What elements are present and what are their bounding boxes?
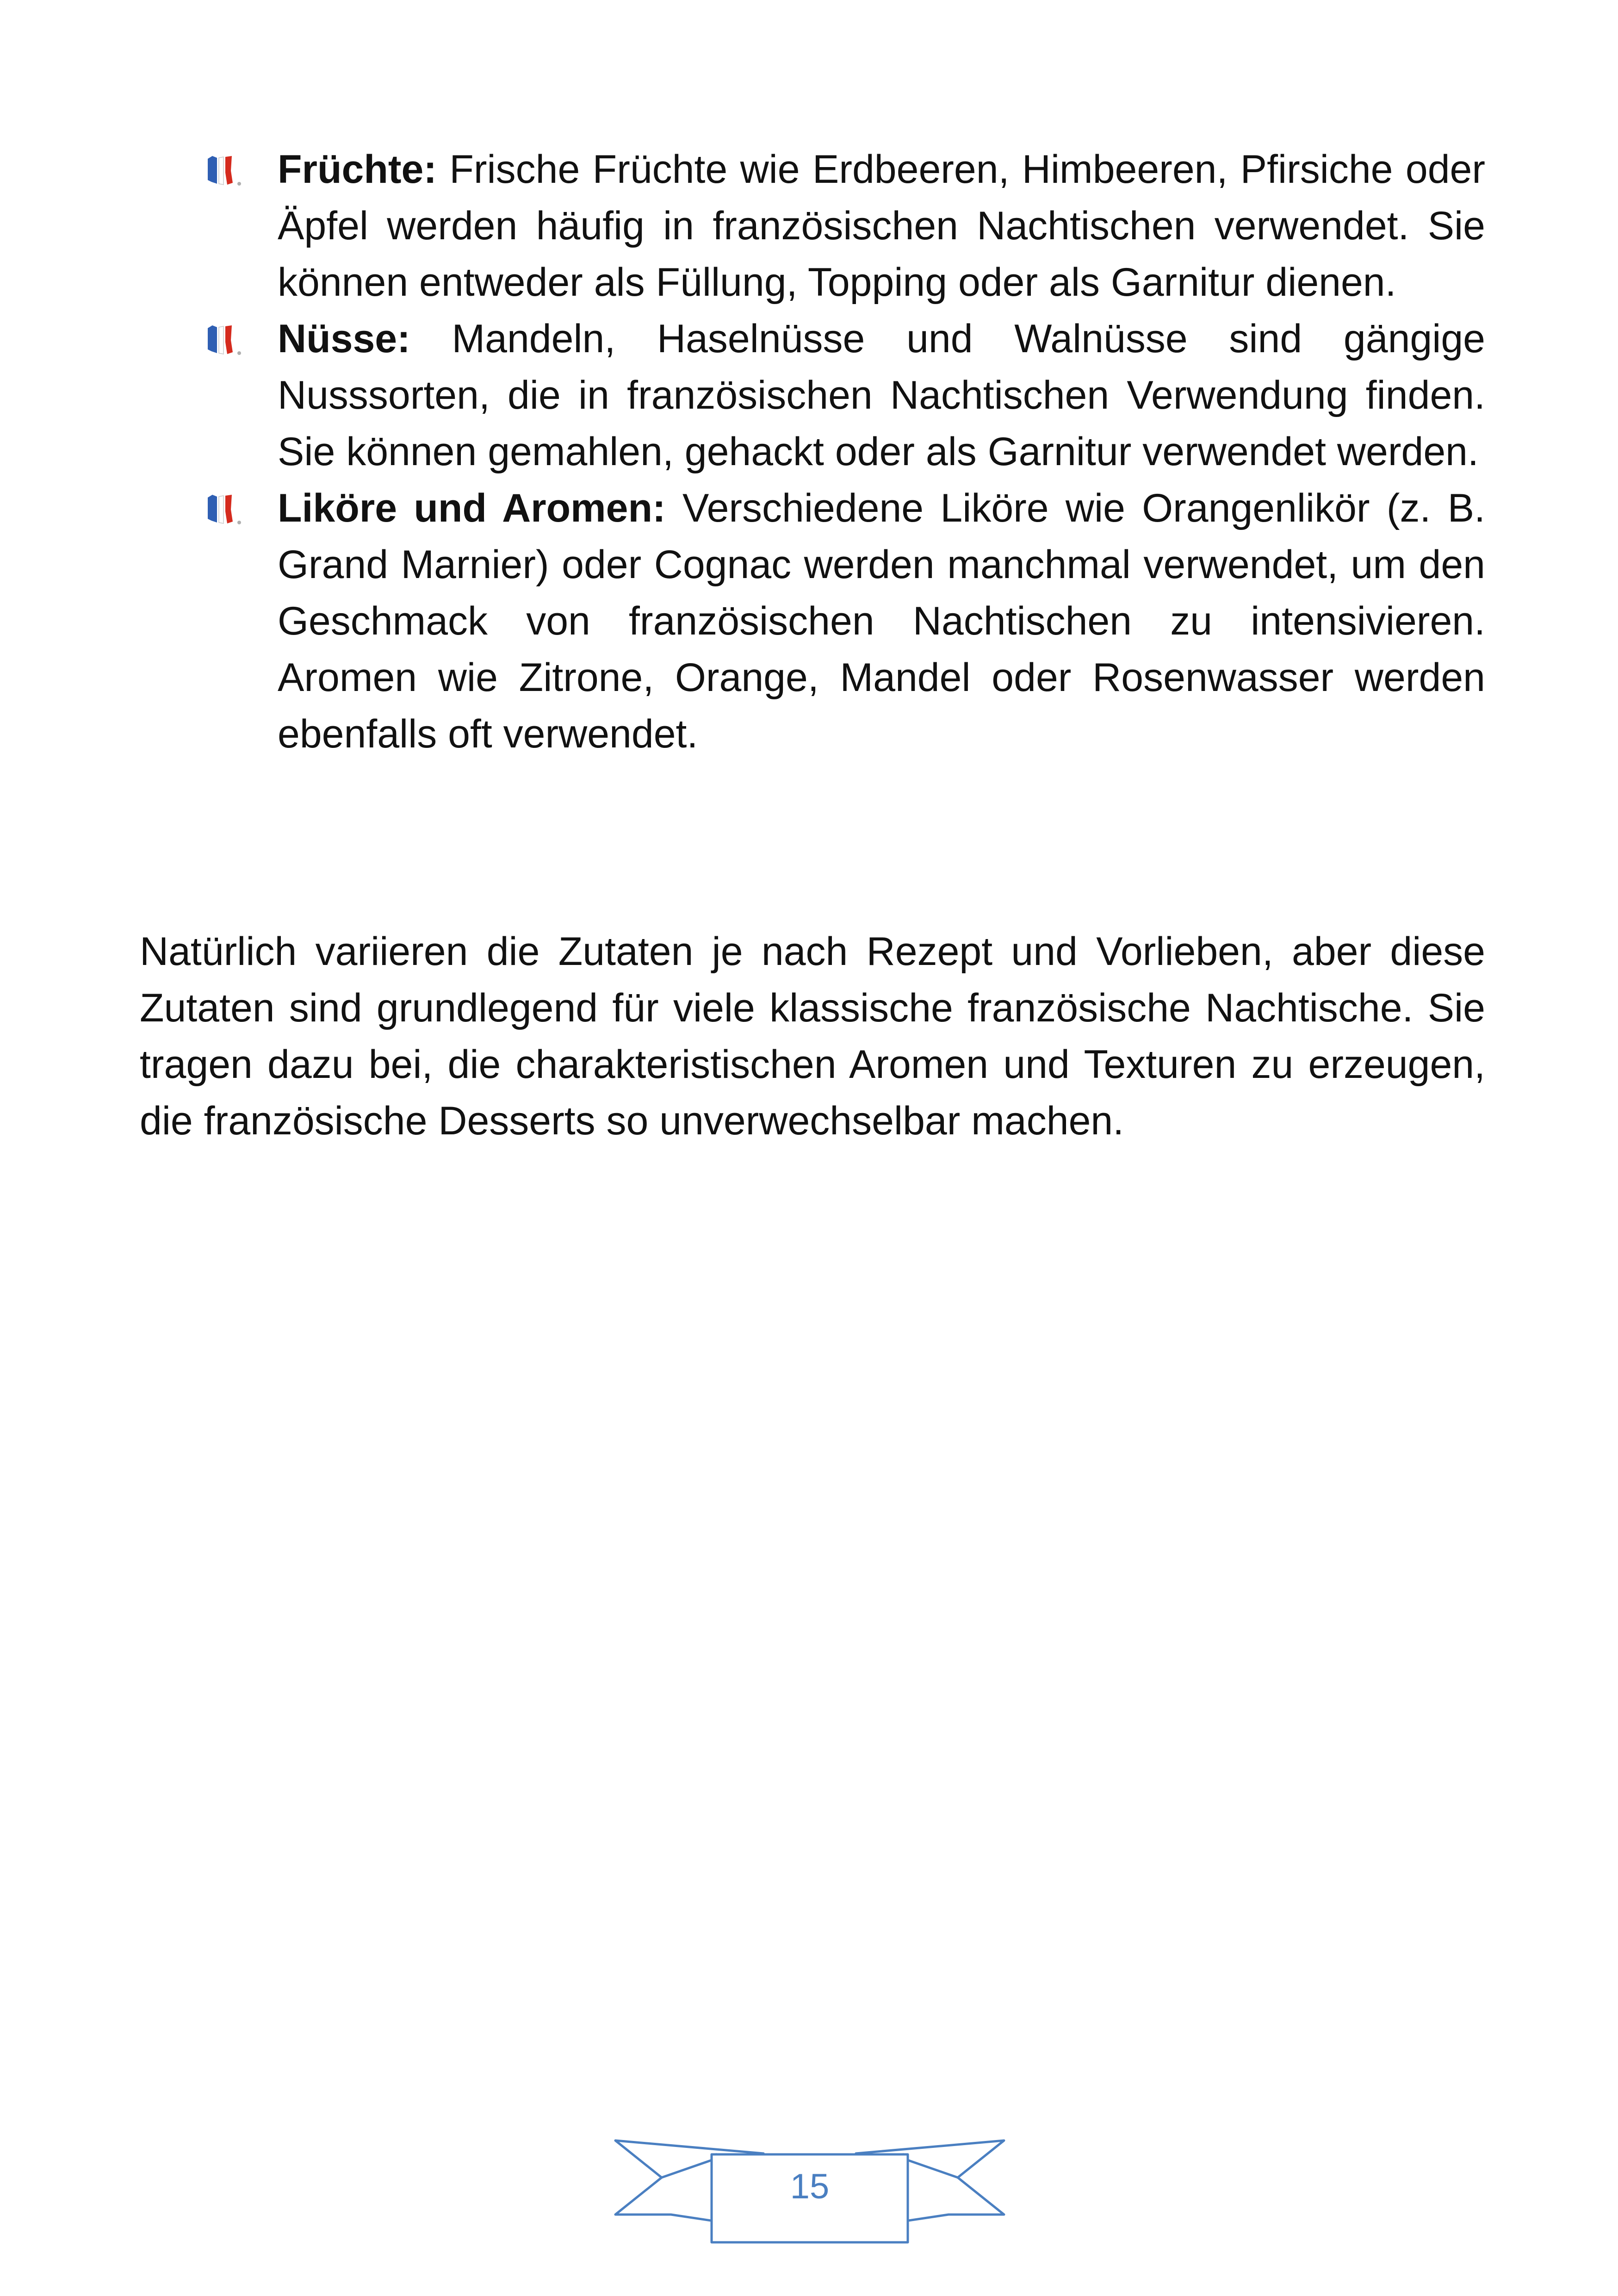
list-item <box>143 480 1485 762</box>
closing-paragraph: Natürlich variieren die Zutaten je nach Rezept und Vorlieben, aber diese Zutaten sind grundlegend für viele klassische französische Nachtische. Sie tragen dazu bei, die charakteristischen Aromen und Texturen zu erzeugen, die französische Desserts so unverwechselbar machen. <box>140 929 1485 1143</box>
list-item <box>143 141 1485 311</box>
page-number: 15 <box>790 2167 830 2206</box>
french-flag-icon <box>206 493 245 525</box>
item-text: Mandeln, Haselnüsse und Walnüsse sind gängige Nusssorten, die in französischen Nachtischen Verwendung finden. Sie können gemahlen, gehackt oder als Garnitur verwendet werden. <box>278 317 1485 474</box>
item-term: Liköre und Aromen: <box>278 486 666 530</box>
item-term: Nüsse: <box>278 317 410 361</box>
french-flag-icon <box>206 324 245 356</box>
french-flag-icon <box>206 154 245 187</box>
item-term: Früchte: <box>278 147 437 192</box>
item-text: Frische Früchte wie Erdbeeren, Himbeeren, Pfirsiche oder Äpfel werden häufig in französischen Nachtischen verwendet. Sie können entweder als Füllung, Topping oder als Garnitur dienen. <box>278 147 1485 305</box>
list-item <box>143 311 1485 480</box>
ingredient-list <box>143 141 1485 762</box>
item-text: Verschiedene Liköre wie Orangenlikör (z. B. Grand Marnier) oder Cognac werden manchmal verwendet, um den Geschmack von französischen Nachtischen zu intensivieren. Aromen wie Zitrone, Orange, Mandel oder Rosenwasser werden ebenfalls oft verwendet. <box>278 486 1485 756</box>
